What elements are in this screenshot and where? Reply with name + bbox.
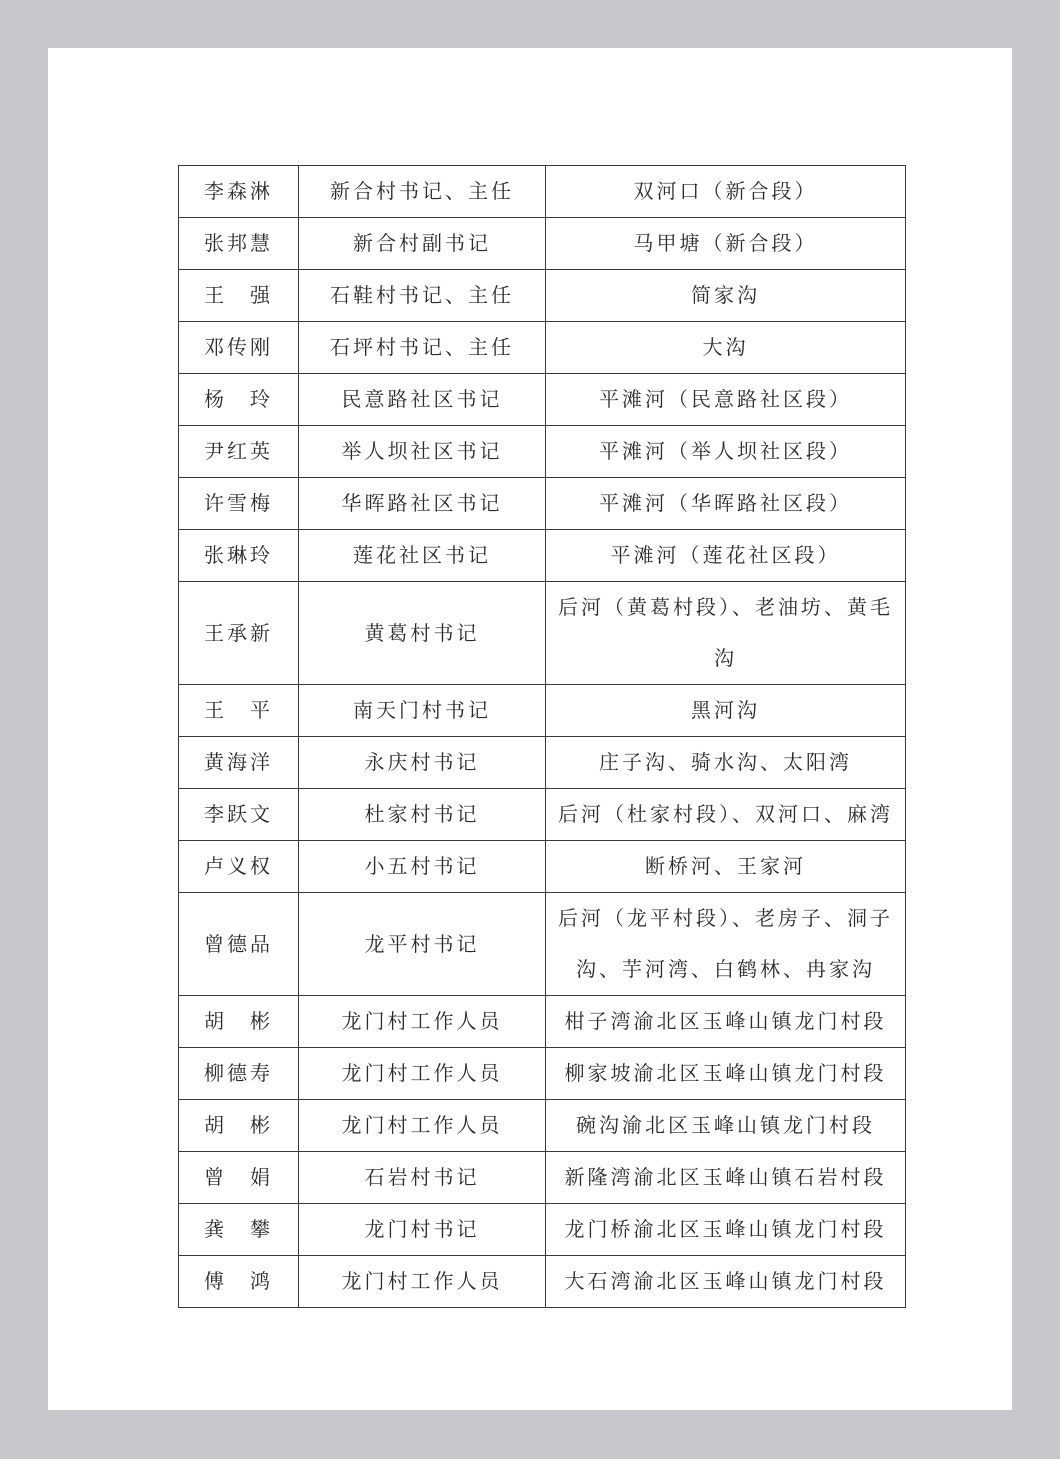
river-cell: 柳家坡渝北区玉峰山镇龙门村段 — [546, 1048, 906, 1100]
position-cell: 龙门村工作人员 — [299, 1256, 546, 1308]
river-chief-table — [178, 165, 906, 1308]
table-row — [179, 1152, 906, 1204]
name-cell: 王 强 — [179, 270, 299, 322]
position-cell: 石鞋村书记、主任 — [299, 270, 546, 322]
name-cell: 曾 娟 — [179, 1152, 299, 1204]
table-row — [179, 166, 906, 218]
name-cell: 龚 攀 — [179, 1204, 299, 1256]
position-cell: 华晖路社区书记 — [299, 478, 546, 530]
table-row — [179, 426, 906, 478]
position-cell: 石坪村书记、主任 — [299, 322, 546, 374]
river-cell: 柑子湾渝北区玉峰山镇龙门村段 — [546, 996, 906, 1048]
name-cell: 傅 鸿 — [179, 1256, 299, 1308]
position-cell: 莲花社区书记 — [299, 530, 546, 582]
river-cell: 简家沟 — [546, 270, 906, 322]
river-cell: 平滩河（华晖路社区段） — [546, 478, 906, 530]
river-cell: 后河（龙平村段）、老房子、洞子沟、芋河湾、白鹤林、冉家沟 — [546, 893, 906, 996]
table-row — [179, 737, 906, 789]
table-row — [179, 530, 906, 582]
river-cell: 平滩河（民意路社区段） — [546, 374, 906, 426]
river-cell: 断桥河、王家河 — [546, 841, 906, 893]
position-cell: 龙门村工作人员 — [299, 1100, 546, 1152]
position-cell: 南天门村书记 — [299, 685, 546, 737]
position-cell: 龙平村书记 — [299, 893, 546, 996]
river-cell: 大沟 — [546, 322, 906, 374]
position-cell: 民意路社区书记 — [299, 374, 546, 426]
table-row — [179, 582, 906, 685]
name-cell: 李森淋 — [179, 166, 299, 218]
name-cell: 王承新 — [179, 582, 299, 685]
name-cell: 邓传刚 — [179, 322, 299, 374]
table-row — [179, 1204, 906, 1256]
position-cell: 小五村书记 — [299, 841, 546, 893]
name-cell: 尹红英 — [179, 426, 299, 478]
name-cell: 胡 彬 — [179, 996, 299, 1048]
table-body — [179, 166, 906, 1308]
river-cell: 龙门桥渝北区玉峰山镇龙门村段 — [546, 1204, 906, 1256]
table-row — [179, 478, 906, 530]
table-row — [179, 1048, 906, 1100]
river-cell: 马甲塘（新合段） — [546, 218, 906, 270]
name-cell: 胡 彬 — [179, 1100, 299, 1152]
river-cell: 后河（杜家村段）、双河口、麻湾 — [546, 789, 906, 841]
table-row — [179, 270, 906, 322]
name-cell: 柳德寿 — [179, 1048, 299, 1100]
river-cell: 后河（黄葛村段）、老油坊、黄毛沟 — [546, 582, 906, 685]
name-cell: 曾德品 — [179, 893, 299, 996]
name-cell: 杨 玲 — [179, 374, 299, 426]
name-cell: 张邦慧 — [179, 218, 299, 270]
name-cell: 黄海洋 — [179, 737, 299, 789]
river-cell: 碗沟渝北区玉峰山镇龙门村段 — [546, 1100, 906, 1152]
table-row — [179, 374, 906, 426]
name-cell: 卢义权 — [179, 841, 299, 893]
table-row — [179, 841, 906, 893]
river-cell: 庄子沟、骑水沟、太阳湾 — [546, 737, 906, 789]
river-cell: 平滩河（举人坝社区段） — [546, 426, 906, 478]
position-cell: 新合村书记、主任 — [299, 166, 546, 218]
river-cell: 双河口（新合段） — [546, 166, 906, 218]
position-cell: 龙门村工作人员 — [299, 1048, 546, 1100]
table-row — [179, 322, 906, 374]
name-cell: 李跃文 — [179, 789, 299, 841]
name-cell: 张琳玲 — [179, 530, 299, 582]
table-row — [179, 218, 906, 270]
name-cell: 王 平 — [179, 685, 299, 737]
table-row — [179, 996, 906, 1048]
table-row — [179, 789, 906, 841]
position-cell: 龙门村工作人员 — [299, 996, 546, 1048]
river-cell: 新隆湾渝北区玉峰山镇石岩村段 — [546, 1152, 906, 1204]
table-row — [179, 1100, 906, 1152]
name-cell: 许雪梅 — [179, 478, 299, 530]
position-cell: 黄葛村书记 — [299, 582, 546, 685]
river-cell: 平滩河（莲花社区段） — [546, 530, 906, 582]
position-cell: 新合村副书记 — [299, 218, 546, 270]
table-row — [179, 1256, 906, 1308]
river-cell: 黑河沟 — [546, 685, 906, 737]
position-cell: 永庆村书记 — [299, 737, 546, 789]
position-cell: 举人坝社区书记 — [299, 426, 546, 478]
position-cell: 龙门村书记 — [299, 1204, 546, 1256]
position-cell: 石岩村书记 — [299, 1152, 546, 1204]
table-row — [179, 685, 906, 737]
table-row — [179, 893, 906, 996]
document-page — [48, 48, 1012, 1410]
position-cell: 杜家村书记 — [299, 789, 546, 841]
river-cell: 大石湾渝北区玉峰山镇龙门村段 — [546, 1256, 906, 1308]
